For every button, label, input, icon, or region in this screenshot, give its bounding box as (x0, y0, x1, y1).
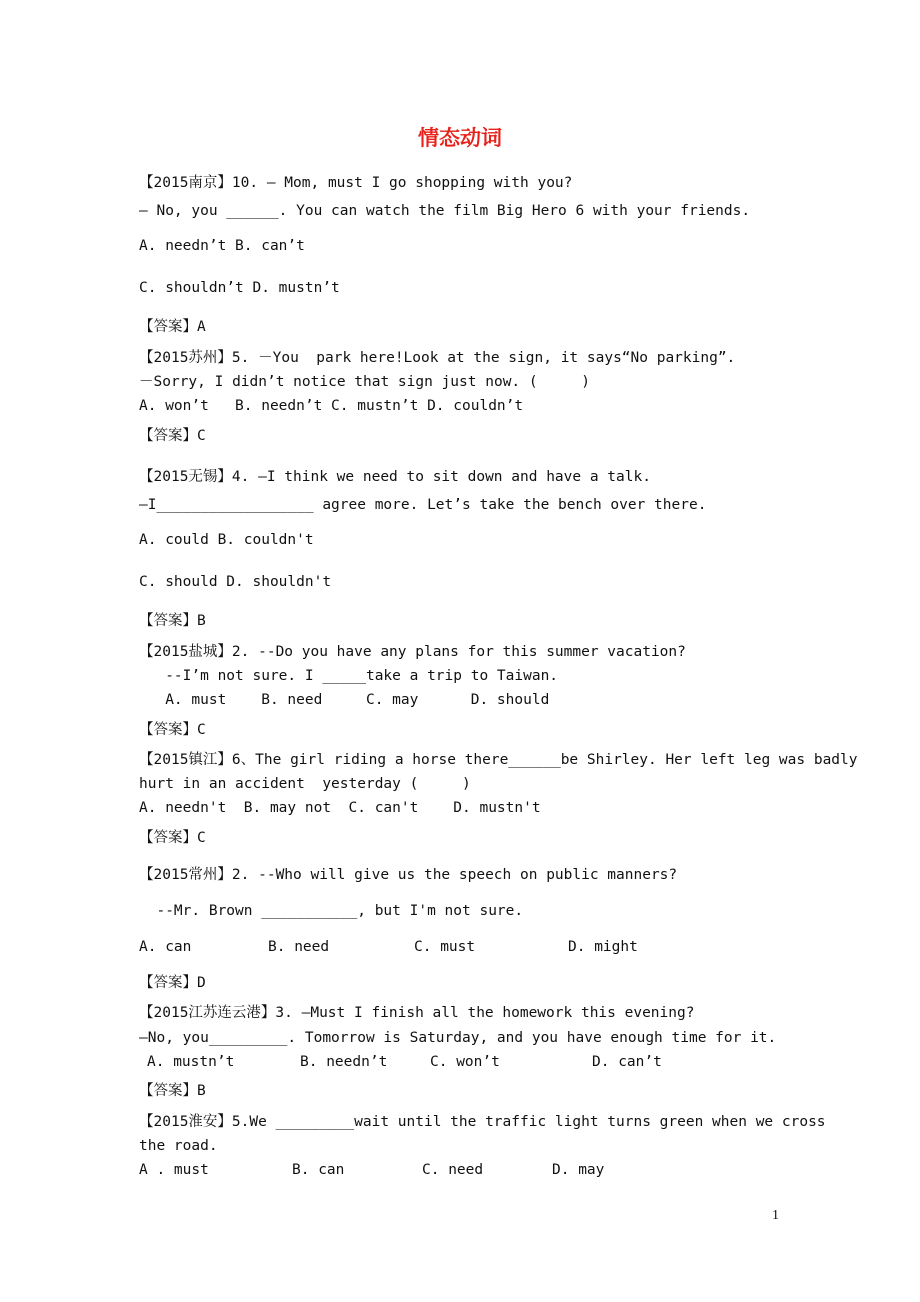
question-line: --Mr. Brown ___________, but I'm not sure. (139, 903, 524, 919)
option-d: D. might (568, 939, 638, 955)
question-line: hurt in an accident yesterday ( ) (139, 776, 471, 792)
question-line: 【2015江苏连云港】3. —Must I finish all the homework this evening? (139, 1005, 695, 1021)
option-a: A . must (139, 1162, 209, 1178)
option-c: C. need (422, 1162, 484, 1178)
answer-line: 【答案】A (139, 319, 206, 335)
options-line: C. should D. shouldn't (139, 574, 332, 590)
option-b: B. can (292, 1162, 345, 1178)
option-c: C. won’t (430, 1054, 500, 1070)
options-line: A. won’t B. needn’t C. mustn’t D. couldn’t (139, 398, 524, 414)
options-line: A. must B. need C. may D. should (139, 692, 550, 708)
options-line: C. shouldn’t D. mustn’t (139, 280, 340, 296)
answer-line: 【答案】C (139, 722, 206, 738)
question-line: —No, you_________. Tomorrow is Saturday, and you have enough time for it. (139, 1030, 777, 1046)
question-line: — No, you ______. You can watch the film Big Hero 6 with your friends. (139, 203, 751, 219)
question-line: --I’m not sure. I _____take a trip to Taiwan. (139, 668, 559, 684)
question-line: 【2015苏州】5. －You park here!Look at the sign, it says“No parking”. (139, 350, 736, 366)
page-title: 情态动词 (418, 126, 502, 150)
question-line: －Sorry, I didn’t notice that sign just now. ( ) (139, 374, 590, 390)
option-d: D. may (552, 1162, 605, 1178)
option-d: D. can’t (592, 1054, 662, 1070)
question-line: 【2015南京】10. — Mom, must I go shopping with you? (139, 175, 573, 191)
option-c: C. must (414, 939, 476, 955)
answer-line: 【答案】C (139, 830, 206, 846)
option-b: B. need (268, 939, 330, 955)
answer-line: 【答案】C (139, 428, 206, 444)
options-line: A. needn’t B. can’t (139, 238, 305, 254)
question-line: 【2015盐城】2. --Do you have any plans for this summer vacation? (139, 644, 686, 660)
question-line: the road. (139, 1138, 218, 1154)
options-line: A. needn't B. may not C. can't D. mustn't (139, 800, 541, 816)
question-line: 【2015常州】2. --Who will give us the speech on public manners? (139, 867, 678, 883)
question-line: 【2015淮安】5.We _________wait until the traffic light turns green when we cross (139, 1114, 826, 1130)
answer-line: 【答案】B (139, 613, 206, 629)
option-b: B. needn’t (300, 1054, 388, 1070)
question-line: 【2015镇江】6、The girl riding a horse there______be Shirley. Her left leg was badly (139, 752, 858, 768)
option-a: A. mustn’t (147, 1054, 235, 1070)
page-number: 1 (772, 1208, 779, 1223)
option-a: A. can (139, 939, 192, 955)
options-line: A. could B. couldn't (139, 532, 314, 548)
answer-line: 【答案】D (139, 975, 206, 991)
question-line: 【2015无锡】4. —I think we need to sit down and have a talk. (139, 469, 651, 485)
answer-line: 【答案】B (139, 1083, 206, 1099)
question-line: —I__________________ agree more. Let’s take the bench over there. (139, 497, 707, 513)
